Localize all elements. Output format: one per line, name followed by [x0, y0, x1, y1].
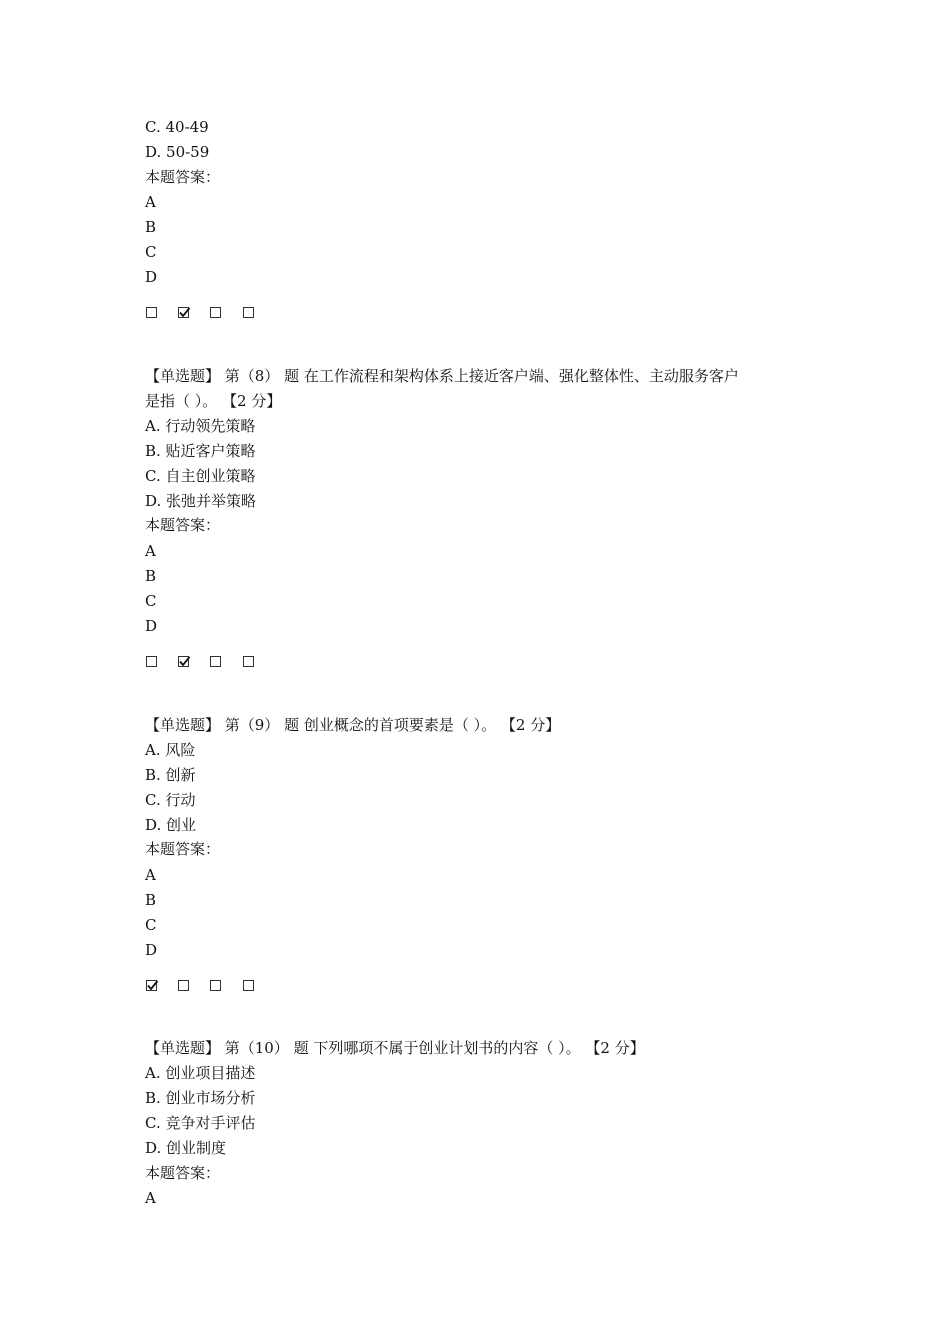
answer-option: A: [145, 1189, 156, 1207]
answer-checkbox-c[interactable]: [210, 656, 221, 667]
answer-checkbox-a[interactable]: [146, 656, 157, 667]
option-line: A. 创业项目描述: [145, 1064, 256, 1082]
answer-option: A: [145, 542, 156, 560]
answer-checkbox-b[interactable]: [178, 980, 189, 991]
answer-label: 本题答案：: [145, 840, 221, 858]
option-line: C. 40-49: [145, 118, 209, 136]
option-line: D. 张弛并举策略: [145, 492, 257, 510]
answer-checkbox-a[interactable]: [146, 307, 157, 318]
answer-label: 本题答案：: [145, 516, 221, 534]
answer-checkbox-a[interactable]: [146, 980, 157, 991]
answer-label: 本题答案：: [145, 168, 221, 186]
answer-option: D: [145, 941, 158, 959]
question-title: 【单选题】 第（9） 题 创业概念的首项要素是（ ）。 【2 分】: [145, 716, 561, 734]
answer-option: C: [145, 592, 157, 610]
answer-option: B: [145, 891, 157, 909]
option-line: D. 创业: [145, 816, 197, 834]
option-line: C. 自主创业策略: [145, 467, 256, 485]
question-title: 【单选题】 第（8） 题 在工作流程和架构体系上接近客户端、强化整体性、主动服务客户: [145, 367, 739, 385]
option-line: B. 创业市场分析: [145, 1089, 256, 1107]
answer-option: A: [145, 193, 156, 211]
check-icon: [178, 655, 191, 668]
option-line: B. 创新: [145, 766, 196, 784]
option-line: D. 创业制度: [145, 1139, 227, 1157]
answer-checkbox-d[interactable]: [243, 980, 254, 991]
answer-checkbox-d[interactable]: [243, 307, 254, 318]
answer-checkbox-c[interactable]: [210, 307, 221, 318]
answer-option: C: [145, 916, 157, 934]
question-title: 【单选题】 第（10） 题 下列哪项不属于创业计划书的内容（ ）。 【2 分】: [145, 1039, 645, 1057]
check-icon: [146, 979, 159, 992]
option-line: A. 行动领先策略: [145, 417, 256, 435]
answer-option: B: [145, 218, 157, 236]
answer-checkbox-c[interactable]: [210, 980, 221, 991]
answer-checkbox-d[interactable]: [243, 656, 254, 667]
answer-checkbox-b[interactable]: [178, 307, 189, 318]
check-icon: [178, 306, 191, 319]
option-line: D. 50-59: [145, 143, 210, 161]
answer-option: D: [145, 617, 158, 635]
option-line: A. 风险: [145, 741, 196, 759]
option-line: C. 行动: [145, 791, 196, 809]
question-title-continued: 是指（ ）。 【2 分】: [145, 392, 282, 410]
answer-option: D: [145, 268, 158, 286]
answer-option: C: [145, 243, 157, 261]
answer-checkbox-b[interactable]: [178, 656, 189, 667]
answer-option: B: [145, 567, 157, 585]
answer-option: A: [145, 866, 156, 884]
option-line: B. 贴近客户策略: [145, 442, 256, 460]
option-line: C. 竞争对手评估: [145, 1114, 256, 1132]
answer-label: 本题答案：: [145, 1164, 221, 1182]
